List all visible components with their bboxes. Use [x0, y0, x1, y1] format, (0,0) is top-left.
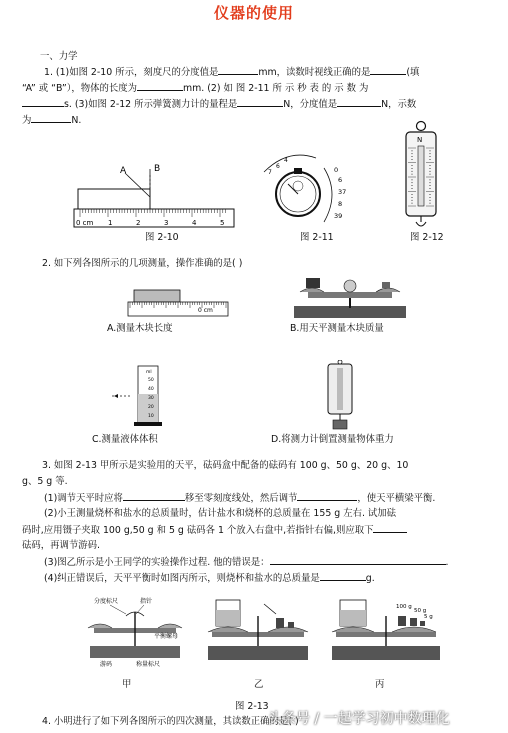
label-a: A	[120, 166, 127, 176]
q3-line1: 3. 如图 2-13 甲所示是实验用的天平，砝码盒中配备的砝码有 100 g、50 g、20 g、10	[42, 460, 409, 471]
sub-label-yi: 乙	[254, 679, 264, 690]
q4-stem: 4. 小明进行了如下列各图所示的四次测量，其读数正确的是( )	[42, 716, 299, 727]
q3-line6: 砝码，再调节游码.	[22, 540, 100, 551]
cyl-num-0: ml	[146, 370, 152, 375]
q3-line4: (2)小王测量烧杯和盐水的总质量时，估计盐水和烧杯的总质量在 155 g 左右. 试加砝	[44, 508, 397, 519]
figure-2-13-bing	[326, 596, 446, 674]
tick-label-3: 3	[164, 219, 169, 227]
stopwatch-num-2: 37	[338, 188, 347, 196]
stopwatch-num-0: 0	[334, 166, 339, 174]
q2-c-cylinder-figure	[110, 364, 170, 428]
label-pointer: 指针	[140, 598, 153, 605]
q2-b-balance-figure	[290, 272, 410, 324]
q2-ruler-label: 0 cm	[198, 307, 213, 314]
q2-a-ruler-figure	[124, 288, 234, 322]
figure-2-13-jia	[80, 594, 190, 674]
label-scale: 分度标尺	[94, 598, 119, 605]
tick-label-1: 1	[108, 219, 113, 227]
stopwatch-num-3: 8	[338, 200, 343, 208]
tick-label-4: 4	[192, 219, 197, 227]
q3-line5: 码时,应用镊子夹取 100 g,50 g 和 5 g 砝码各 1 个放入右盘中,若指针右偏,则应取下	[22, 522, 407, 539]
sub-label-bing: 丙	[375, 679, 385, 690]
section-heading: 一、力学	[40, 51, 78, 62]
label-beam-scale: 称量标尺	[136, 661, 161, 668]
stopwatch-num-1: 6	[338, 176, 343, 184]
q1-line4: 为 N.	[22, 112, 81, 129]
cyl-num-4: 20	[148, 405, 154, 410]
q3-line7: (3)图乙所示是小王同学的实验操作过程. 他的错误是： .	[44, 554, 448, 571]
tick-label-2: 2	[136, 219, 141, 227]
figure-2-11-stopwatch	[258, 148, 358, 230]
tick-label-0: 0 cm	[76, 219, 94, 227]
svg-text:7: 7	[268, 169, 272, 176]
page-title: 仪器的使用	[213, 4, 294, 22]
cyl-num-1: 50	[148, 378, 154, 383]
stopwatch-num-4: 39	[334, 212, 343, 220]
q3-line3: (1)调节天平时应将 移至零刻度线处，然后调节 ，使天平横梁平衡.	[44, 490, 435, 507]
svg-text:4: 4	[284, 157, 288, 164]
q3-line2: g、5 g 等.	[22, 476, 68, 487]
q2-stem: 2. 如下列各图所示的几项测量，操作准确的是( )	[42, 258, 243, 269]
cyl-num-3: 30	[148, 396, 154, 401]
caption-fig-2-10: 图 2-10	[145, 232, 179, 243]
cyl-num-5: 10	[148, 414, 154, 419]
scale-unit: N	[417, 136, 423, 144]
figure-2-12-spring-scale	[398, 120, 444, 228]
tick-label-5: 5	[220, 219, 225, 227]
svg-text:6: 6	[276, 163, 280, 170]
figure-2-13-yi	[202, 596, 314, 674]
weight-50g: 50 g	[414, 608, 427, 614]
watermark: 头条号 / 一起学习初中数理化	[268, 711, 450, 727]
q1-line3: s. (3)如图 2-12 所示弹簧测力计的量程是 N，分度值是 N，示数	[22, 96, 416, 113]
option-b: B.用天平测量木块质量	[290, 323, 384, 334]
option-d: D.将测力计倒置测量物体重力	[271, 434, 394, 445]
caption-fig-2-11: 图 2-11	[300, 232, 334, 243]
label-balance-nut: 平衡螺母	[154, 633, 179, 640]
figure-2-10-ruler	[70, 155, 240, 235]
option-a: A.测量木块长度	[107, 323, 173, 334]
caption-fig-2-13: 图 2-13	[235, 701, 269, 712]
q1-line2: “A” 或 “B”），物体的长度为 mm. (2) 如 图 2-11 所 示 秒 表 的 示 数 为	[22, 80, 368, 97]
sub-label-jia: 甲	[122, 679, 132, 690]
label-rider: 游码	[100, 661, 113, 668]
weight-5g: 5 g	[424, 614, 433, 620]
caption-fig-2-12: 图 2-12	[410, 232, 444, 243]
option-c: C.测量液体体积	[92, 434, 158, 445]
cyl-num-2: 40	[148, 387, 154, 392]
label-b: B	[154, 164, 161, 174]
weight-100g: 100 g	[396, 604, 412, 610]
q1-line1: 1. (1)如图 2-10 所示，刻度尺的分度值是 mm，读数时视线正确的是 (填	[44, 64, 419, 81]
q3-line8: (4)纠正错误后，天平平衡时如图丙所示，则烧杯和盐水的总质量是 g.	[44, 570, 375, 587]
q2-d-inverted-scale-figure	[320, 360, 360, 430]
